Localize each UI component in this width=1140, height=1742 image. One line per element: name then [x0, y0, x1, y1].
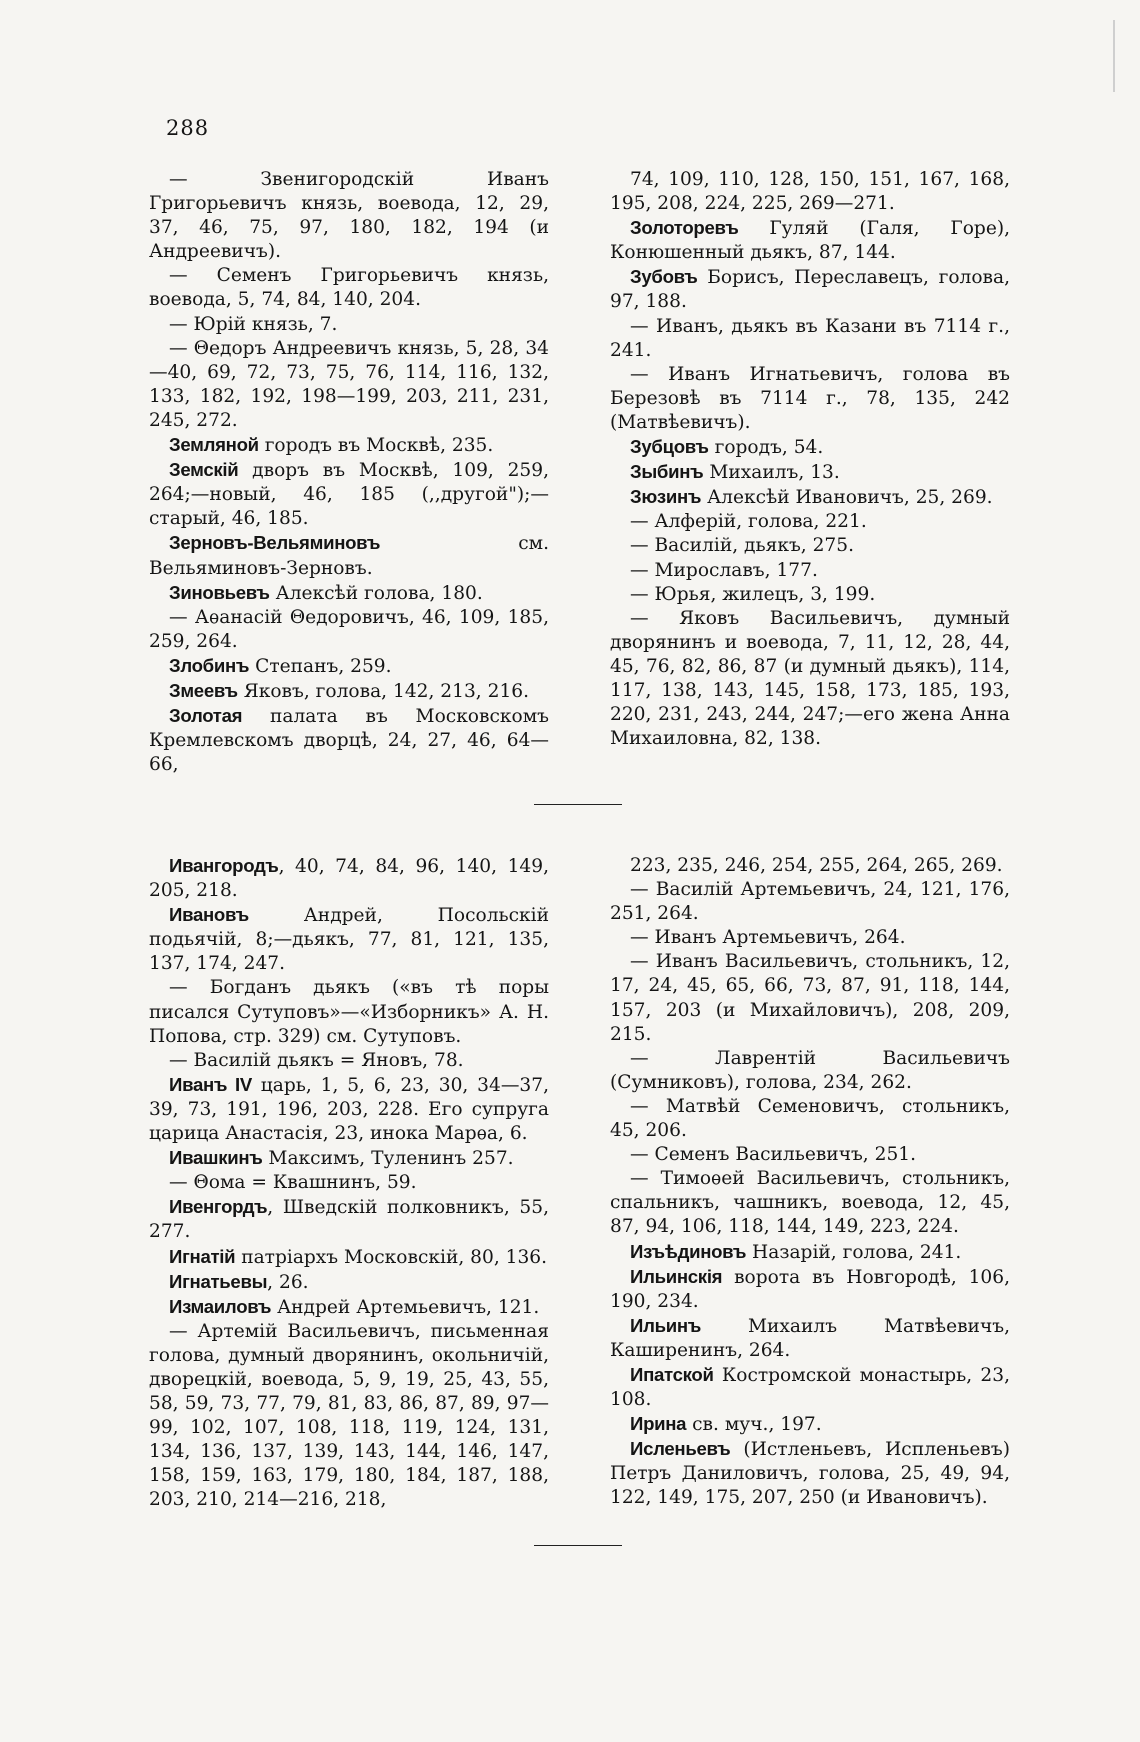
index-entry — [149, 1245, 549, 1270]
entry-headword: Земскій — [169, 459, 239, 481]
entry-headword: Зюзинъ — [630, 486, 702, 508]
entry-text: , 40, 74, 84, 96, 140, 149, 205, 218. — [149, 856, 549, 902]
index-entry — [149, 1146, 549, 1171]
entry-text: — Василій дьякъ = Яновъ, 78. — [169, 1049, 464, 1071]
index-entry — [610, 315, 1010, 363]
index-entry — [610, 1412, 1010, 1437]
index-entry — [149, 433, 549, 458]
left-column — [149, 854, 549, 1513]
entry-text: Степанъ, 259. — [249, 655, 392, 677]
index-entry — [149, 458, 549, 531]
entry-headword: Зерновъ-Вельяминовъ — [169, 532, 381, 554]
entry-headword: Злобинъ — [169, 654, 250, 676]
page-number: 288 — [166, 116, 210, 140]
entry-text: — Θедоръ Андреевичъ князь, 5, 28, 34—40, 69, 72, 73, 75, 76, 114, 116, 132, 133, 182, 192, 198—199, 203, 211, 231, 245, 272. — [149, 337, 549, 431]
right-column — [610, 168, 1010, 751]
entry-text: — Аѳанасій Θедоровичъ, 46, 109, 185, 259, 264. — [149, 606, 549, 652]
entry-text: (Истленьевъ, Испленьевъ) Петръ Даниловичъ, голова, 25, 49, 94, 122, 149, 175, 207, 250 (и Ивановичъ). — [610, 1439, 1010, 1509]
entry-headword: Ипатской — [630, 1363, 714, 1385]
entry-text: — Яковъ Васильевичъ, думный дворянинъ и воевода, 7, 11, 12, 28, 44, 45, 76, 82, 86, 87 (и думный дьякъ), 114, 117, 138, 143, 145, 158, 173, 185, 193, 220, 231, 243, 244, 247;—его жена Анна Михаиловна, 82, 138. — [610, 607, 1010, 750]
entry-text: — Тимоѳей Васильевичъ, стольникъ, спальникъ, чашникъ, воевода, 12, 45, 87, 94, 106, 118, 144, 149, 223, 224. — [610, 1168, 1010, 1238]
index-entry — [610, 1167, 1010, 1239]
entry-text: палата въ Московскомъ Кремлевскомъ дворцѣ, 24, 27, 46, 64—66, — [149, 706, 549, 776]
index-entry — [610, 460, 1010, 485]
index-entry — [610, 950, 1010, 1046]
entry-text: — Юрья, жилецъ, 3, 199. — [630, 583, 876, 605]
index-entry — [610, 583, 1010, 607]
index-entry — [610, 363, 1010, 435]
entry-headword: Зубовъ — [630, 266, 698, 288]
index-entry — [610, 265, 1010, 314]
index-entry — [610, 607, 1010, 752]
entry-text: Гуляй (Галя, Горе), Конюшенный дьякъ, 87, 144. — [610, 218, 1010, 264]
entry-headword: Ивангородъ — [169, 855, 279, 876]
entry-text: Михаилъ, 13. — [703, 462, 840, 484]
index-entry — [610, 1047, 1010, 1095]
index-entry — [149, 976, 549, 1048]
index-entry — [610, 1143, 1010, 1167]
entry-text: , 26. — [267, 1271, 309, 1293]
index-entry — [149, 1195, 549, 1244]
index-entry — [610, 1095, 1010, 1143]
entry-headword: Ивашкинъ — [169, 1147, 263, 1169]
index-entry — [149, 654, 549, 679]
index-entry — [610, 216, 1010, 265]
entry-text: — Артемій Васильевичъ, письменная голова, думный дворянинъ, окольничій, дворецкій, воевода, 5, 9, 19, 25, 43, 55, 58, 59, 73, 77, 79, 81, 83, 86, 87, 89, 97—99, 102, 107, 108, 118, 119, 124, 131, 134, 136, 137, 139, 143, 144, 146, 147, 158, 159, 163, 179, 180, 184, 187, 188, 203, 210, 214—216, 218, — [149, 1320, 549, 1511]
index-entry — [149, 531, 549, 580]
index-entry — [149, 1073, 549, 1146]
entry-text: городъ, 54. — [708, 437, 824, 459]
index-entry — [149, 264, 549, 312]
section-divider — [534, 804, 622, 805]
entry-text: Назарій, голова, 241. — [746, 1241, 962, 1263]
index-entry — [149, 1295, 549, 1320]
entry-text: — Василій Артемьевичъ, 24, 121, 176, 251, 264. — [610, 879, 1010, 925]
index-entry — [610, 534, 1010, 558]
entry-headword: Иванъ IV — [169, 1073, 252, 1095]
entry-headword: Земляной — [169, 434, 259, 456]
entry-text: царь, 1, 5, 6, 23, 30, 34—37, 39, 73, 191, 196, 203, 228. Его супруга царица Анастасія, 23, инока Марѳа, 6. — [149, 1074, 549, 1145]
right-column — [610, 854, 1010, 1511]
entry-headword: Ивенгордъ — [169, 1196, 268, 1218]
index-entry — [149, 704, 549, 777]
entry-text: городъ въ Москвѣ, 235. — [258, 435, 494, 457]
index-entry — [610, 878, 1010, 926]
entry-text: — Алферій, голова, 221. — [630, 511, 867, 533]
index-entry — [610, 1265, 1010, 1314]
entry-text: — Василій, дьякъ, 275. — [630, 535, 855, 557]
index-entry — [149, 606, 549, 654]
entry-text: — Иванъ Васильевичъ, стольникъ, 12, 17, 24, 45, 65, 66, 73, 87, 91, 118, 144, 157, 203 (и Михайловичъ), 208, 209, 215. — [610, 951, 1010, 1045]
index-entry — [610, 168, 1010, 216]
entry-headword: Ивановъ — [169, 904, 249, 926]
index-entry — [610, 510, 1010, 534]
index-entry — [149, 1270, 549, 1295]
entry-text: 74, 109, 110, 128, 150, 151, 167, 168, 195, 208, 224, 225, 269—271. — [610, 169, 1010, 215]
index-entry — [610, 1437, 1010, 1510]
entry-text: — Θома = Квашнинъ, 59. — [169, 1172, 417, 1194]
index-entry — [149, 581, 549, 606]
entry-text: Костромской монастырь, 23, 108. — [610, 1364, 1010, 1411]
entry-text: Борисъ, Переславецъ, голова, 97, 188. — [610, 267, 1010, 313]
index-entry — [610, 926, 1010, 950]
entry-text: Яковъ, голова, 142, 213, 216. — [237, 680, 530, 702]
entry-headword: Измаиловъ — [169, 1295, 272, 1317]
index-entry — [610, 1240, 1010, 1265]
entry-headword: Исленьевъ — [630, 1438, 731, 1460]
page-edge-mark — [1113, 20, 1115, 92]
index-entry — [610, 559, 1010, 583]
entry-text: дворъ въ Москвѣ, 109, 259, 264;—новый, 46, 185 (,,другой");—старый, 46, 185. — [149, 460, 549, 530]
entry-text: — Семенъ Григорьевичъ князь, воевода, 5, 74, 84, 140, 204. — [149, 265, 549, 311]
index-entry — [610, 1363, 1010, 1412]
entry-text: 223, 235, 246, 254, 255, 264, 265, 269. — [630, 855, 1003, 876]
index-entry — [149, 313, 549, 337]
entry-text: — Иванъ, дьякъ въ Казани въ 7114 г., 241. — [610, 315, 1010, 361]
entry-text: ворота въ Новгородѣ, 106, 190, 234. — [610, 1266, 1010, 1312]
entry-headword: Золоторевъ — [630, 217, 739, 239]
entry-text: — Лаврентій Васильевичъ (Сумниковъ), голова, 234, 262. — [610, 1047, 1010, 1093]
entry-headword: Игнатій — [169, 1245, 236, 1267]
entry-text: Андрей Артемьевичъ, 121. — [271, 1296, 540, 1318]
entry-headword: Игнатьевы — [169, 1270, 268, 1292]
entry-text: — Мирославъ, 177. — [630, 559, 818, 581]
index-entry — [610, 854, 1010, 878]
entry-headword: Золотая — [169, 705, 243, 727]
index-entry — [149, 903, 549, 976]
left-column — [149, 168, 549, 777]
index-entry — [610, 1314, 1010, 1363]
entry-headword: Зиновьевъ — [169, 581, 270, 603]
index-entry — [149, 854, 549, 903]
entry-headword: Изъѣдиновъ — [630, 1240, 747, 1262]
index-entry — [610, 485, 1010, 510]
entry-headword: Ирина — [630, 1413, 687, 1435]
entry-headword: Ильинскія — [630, 1265, 723, 1287]
entry-text: Алексѣй Ивановичъ, 25, 269. — [701, 487, 993, 509]
entry-text: — Иванъ Артемьевичъ, 264. — [630, 927, 906, 949]
entry-text: Алексѣй голова, 180. — [269, 582, 483, 604]
entry-text: — Матвѣй Семеновичъ, стольникъ, 45, 206. — [610, 1095, 1010, 1142]
index-entry — [149, 1049, 549, 1073]
end-divider — [534, 1545, 622, 1546]
entry-text: патріархъ Московскій, 80, 136. — [235, 1246, 548, 1268]
entry-text: см. Вельяминовъ-Зерновъ. — [149, 533, 549, 579]
index-entry — [149, 337, 549, 433]
index-entry — [149, 1320, 549, 1513]
entry-text: Михаилъ Матвѣевичъ, Каширенинъ, 264. — [610, 1315, 1010, 1361]
entry-text: — Семенъ Васильевичъ, 251. — [630, 1144, 917, 1166]
entry-headword: Зыбинъ — [630, 461, 704, 483]
entry-text: — Юрій князь, 7. — [169, 313, 338, 335]
entry-text: Максимъ, Туленинъ 257. — [262, 1148, 514, 1170]
entry-text: Андрей, Посольскій подьячій, 8;—дьякъ, 77, 81, 121, 135, 137, 174, 247. — [149, 905, 549, 975]
index-entry — [149, 679, 549, 704]
entry-text: — Богданъ дьякъ («въ тѣ поры писался Сутуповъ»—«Изборникъ» А. Н. Попова, стр. 329) см. Сутуповъ. — [149, 977, 549, 1047]
index-entry — [149, 1171, 549, 1195]
entry-headword: Ильинъ — [630, 1314, 702, 1336]
entry-text: — Звенигородскій Иванъ Григорьевичъ князь, воевода, 12, 29, 37, 46, 75, 97, 180, 182, 194 (и Андреевичъ). — [149, 169, 549, 263]
entry-headword: Зубцовъ — [630, 436, 709, 458]
index-entry — [149, 168, 549, 264]
entry-headword: Змеевъ — [169, 679, 238, 701]
entry-text: — Иванъ Игнатьевичъ, голова въ Березовѣ въ 7114 г., 78, 135, 242 (Матвѣевичъ). — [610, 363, 1010, 433]
index-entry — [610, 435, 1010, 460]
entry-text: св. муч., 197. — [686, 1414, 822, 1436]
entry-text: , Шведскій полковникъ, 55, 277. — [149, 1197, 549, 1243]
